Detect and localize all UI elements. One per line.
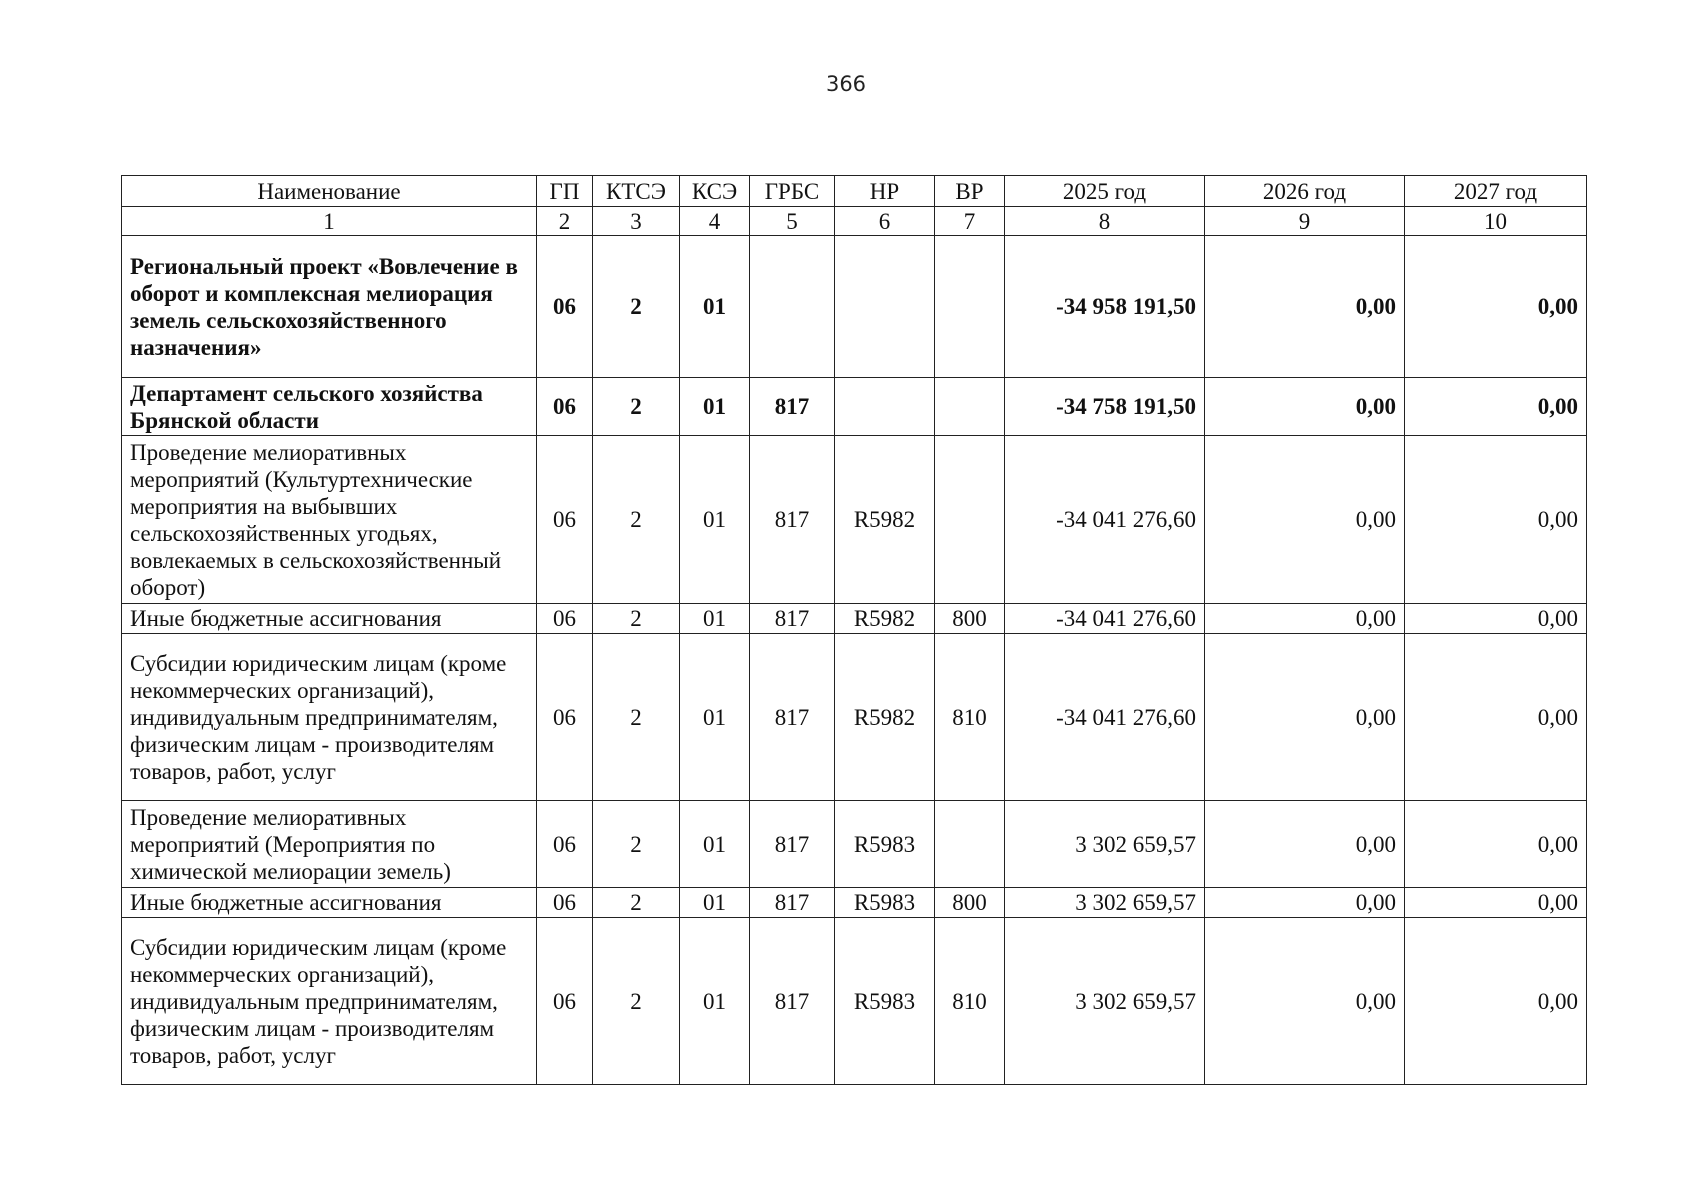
cell-2027: 0,00 [1405,634,1587,801]
row-name: Проведение мелиоративных мероприятий (Мероприятия по химической мелиорации земель) [122,801,537,888]
page-number: 366 [825,72,867,96]
cell-2025: -34 958 191,50 [1005,236,1205,378]
cell-vr: 810 [935,634,1005,801]
cell-kse: 01 [680,801,750,888]
cell-vr: 800 [935,604,1005,634]
table-row [122,801,1587,888]
cell-nr: R5982 [835,634,935,801]
table-row [122,236,1587,378]
cell-gp: 06 [537,634,593,801]
cell-2027: 0,00 [1405,436,1587,604]
column-number: 10 [1405,207,1587,236]
cell-grbs: 817 [750,801,835,888]
cell-2025: -34 041 276,60 [1005,436,1205,604]
cell-ktse: 2 [593,801,680,888]
cell-2026: 0,00 [1205,634,1405,801]
cell-gp: 06 [537,378,593,436]
cell-2025: 3 302 659,57 [1005,918,1205,1085]
cell-ktse: 2 [593,378,680,436]
row-name: Иные бюджетные ассигнования [122,604,537,634]
cell-grbs: 817 [750,436,835,604]
cell-kse: 01 [680,918,750,1085]
cell-kse: 01 [680,378,750,436]
header-cell-ktse: КТСЭ [593,176,680,207]
cell-nr: R5983 [835,888,935,918]
header-cell-grbs: ГРБС [750,176,835,207]
cell-gp: 06 [537,236,593,378]
cell-2025: 3 302 659,57 [1005,888,1205,918]
cell-grbs [750,236,835,378]
column-number: 6 [835,207,935,236]
cell-nr [835,378,935,436]
cell-vr [935,378,1005,436]
cell-ktse: 2 [593,604,680,634]
cell-grbs: 817 [750,634,835,801]
cell-grbs: 817 [750,378,835,436]
cell-grbs: 817 [750,604,835,634]
cell-vr [935,236,1005,378]
cell-2026: 0,00 [1205,604,1405,634]
cell-gp: 06 [537,436,593,604]
table-row [122,378,1587,436]
cell-vr: 810 [935,918,1005,1085]
cell-kse: 01 [680,634,750,801]
cell-ktse: 2 [593,436,680,604]
cell-nr: R5983 [835,918,935,1085]
cell-2026: 0,00 [1205,918,1405,1085]
cell-2027: 0,00 [1405,888,1587,918]
cell-2027: 0,00 [1405,604,1587,634]
column-number: 4 [680,207,750,236]
cell-kse: 01 [680,436,750,604]
budget-table [121,175,1587,1085]
cell-kse: 01 [680,604,750,634]
cell-nr [835,236,935,378]
cell-nr: R5982 [835,436,935,604]
column-number: 9 [1205,207,1405,236]
cell-ktse: 2 [593,918,680,1085]
cell-2025: -34 758 191,50 [1005,378,1205,436]
row-name: Проведение мелиоративных мероприятий (Культуртехнические мероприятия на выбывших сельскохозяйственных угодьях, вовлекаемых в сельскохозяйственный оборот) [122,436,537,604]
cell-2026: 0,00 [1205,378,1405,436]
cell-2027: 0,00 [1405,378,1587,436]
header-cell-gp: ГП [537,176,593,207]
cell-gp: 06 [537,801,593,888]
column-number: 5 [750,207,835,236]
cell-2025: -34 041 276,60 [1005,604,1205,634]
cell-nr: R5982 [835,604,935,634]
row-name: Региональный проект «Вовлечение в оборот и комплексная мелиорация земель сельскохозяйственного назначения» [122,236,537,378]
table-row [122,604,1587,634]
cell-vr: 800 [935,888,1005,918]
cell-2025: -34 041 276,60 [1005,634,1205,801]
cell-vr [935,801,1005,888]
row-name: Департамент сельского хозяйства Брянской области [122,378,537,436]
header-cell-kse: КСЭ [680,176,750,207]
cell-grbs: 817 [750,888,835,918]
cell-ktse: 2 [593,888,680,918]
column-number: 8 [1005,207,1205,236]
cell-2026: 0,00 [1205,236,1405,378]
row-name: Иные бюджетные ассигнования [122,888,537,918]
header-cell-vr: ВР [935,176,1005,207]
cell-2026: 0,00 [1205,888,1405,918]
header-cell-name: Наименование [122,176,537,207]
cell-2027: 0,00 [1405,801,1587,888]
cell-ktse: 2 [593,634,680,801]
header-row [122,176,1587,207]
header-cell-nr: НР [835,176,935,207]
header-cell-2025: 2025 год [1005,176,1205,207]
row-name: Субсидии юридическим лицам (кроме некоммерческих организаций), индивидуальным предпринимателям, физическим лицам - производителям товаров, работ, услуг [122,634,537,801]
row-name: Субсидии юридическим лицам (кроме некоммерческих организаций), индивидуальным предпринимателям, физическим лицам - производителям товаров, работ, услуг [122,918,537,1085]
column-number: 1 [122,207,537,236]
column-number: 3 [593,207,680,236]
table-row [122,436,1587,604]
table-row [122,888,1587,918]
header-cell-2026: 2026 год [1205,176,1405,207]
cell-grbs: 817 [750,918,835,1085]
column-number: 7 [935,207,1005,236]
column-number-row [122,207,1587,236]
table-row [122,918,1587,1085]
cell-nr: R5983 [835,801,935,888]
table-row [122,634,1587,801]
cell-gp: 06 [537,604,593,634]
cell-kse: 01 [680,236,750,378]
cell-2027: 0,00 [1405,236,1587,378]
cell-2025: 3 302 659,57 [1005,801,1205,888]
header-cell-2027: 2027 год [1405,176,1587,207]
cell-vr [935,436,1005,604]
cell-gp: 06 [537,918,593,1085]
cell-2027: 0,00 [1405,918,1587,1085]
cell-kse: 01 [680,888,750,918]
cell-2026: 0,00 [1205,801,1405,888]
cell-2026: 0,00 [1205,436,1405,604]
column-number: 2 [537,207,593,236]
cell-gp: 06 [537,888,593,918]
cell-ktse: 2 [593,236,680,378]
